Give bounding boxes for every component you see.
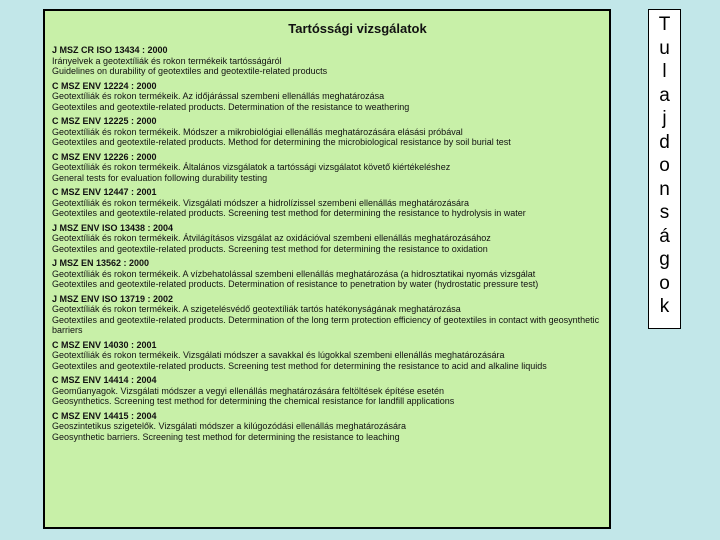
- standard-code: C MSZ ENV 12225 : 2000: [52, 116, 157, 126]
- standard-description-line: Geotextiles and geotextile-related products. Determination of the long term protection efficiency of geotextiles in contact with geosynthetic barriers: [52, 314, 600, 335]
- standard-description-line: Geotextíliák és rokon termékeik. Általános vizsgálatok a tartóssági vizsgálatot követő kiértékeléshez: [52, 162, 451, 172]
- standards-list: [52, 45, 603, 442]
- standards-panel: [43, 9, 611, 529]
- standard-description-line: Geotextíliák és rokon termékeik. Vizsgálati módszer a savakkal és lúgokkal szembeni ellenállás meghatározására: [52, 350, 505, 360]
- standard-description-line: Geotextiles and geotextile-related products. Screening test method for determining the resistance to acid and alkaline liquids: [52, 360, 547, 371]
- standard-description-line: Geoműanyagok. Vizsgálati módszer a vegyi ellenállás meghatározására feltöltések építése esetén: [52, 385, 445, 396]
- standard-entry: [52, 258, 603, 290]
- side-label-char: a: [659, 84, 670, 106]
- standard-description-line: Geotextíliák és rokon termékeik. Az időjárással szembeni ellenállás meghatározása: [52, 91, 385, 101]
- standard-code: C MSZ ENV 14414 : 2004: [52, 375, 157, 385]
- standard-description-line: Geotextiles and geotextile-related products. Determination of resistance to penetration by water (hydrostatic pressure test): [52, 279, 539, 289]
- side-label-char: d: [659, 131, 670, 153]
- standard-entry: [52, 187, 603, 219]
- side-label-char: o: [659, 155, 670, 176]
- side-label-char: n: [659, 178, 670, 200]
- side-label-char: T: [658, 14, 671, 35]
- side-label-char: k: [659, 296, 670, 317]
- side-label-char: o: [659, 272, 670, 294]
- standard-entry: [52, 81, 603, 113]
- standard-description-line: Guidelines on durability of geotextiles and geotextile-related products: [52, 66, 328, 76]
- standard-entry: [52, 375, 603, 407]
- side-label-char: á: [659, 225, 670, 247]
- standard-entry: [52, 45, 603, 77]
- standard-entry: [52, 116, 603, 148]
- side-label-char: g: [659, 249, 670, 270]
- standard-description-line: Geotextíliák és rokon termékeik. Módszer a mikrobiológiai ellenállás meghatározására elásási próbával: [52, 126, 463, 137]
- standard-code: J MSZ ENV ISO 13719 : 2002: [52, 293, 174, 304]
- standard-entry: [52, 411, 603, 443]
- standard-description-line: Geotextiles and geotextile-related products. Screening test method for determining the resistance to oxidation: [52, 243, 488, 254]
- standard-code: C MSZ ENV 12447 : 2001: [52, 187, 157, 197]
- standard-code: C MSZ ENV 14415 : 2004: [52, 410, 157, 421]
- standard-description-line: Geotextíliák és rokon termékeik. A szigetelésvédő geotextíliák tartós hatékonyságának meghatározása: [52, 304, 461, 314]
- standard-entry: [52, 340, 603, 372]
- standard-code: C MSZ ENV 12226 : 2000: [52, 151, 157, 162]
- standard-code: J MSZ CR ISO 13434 : 2000: [52, 45, 168, 55]
- standard-code: J MSZ ENV ISO 13438 : 2004: [52, 222, 174, 233]
- standard-description-line: General tests for evaluation following durability testing: [52, 172, 268, 183]
- standard-description-line: Geotextíliák és rokon termékeik. Vizsgálati módszer a hidrolízissel szembeni ellenállás meghatározására: [52, 197, 470, 208]
- side-label-char: s: [659, 202, 670, 223]
- standard-description-line: Geosynthetics. Screening test method for determining the chemical resistance for landfill applications: [52, 396, 455, 406]
- side-label-char: u: [659, 37, 670, 59]
- standard-description-line: Irányelvek a geotextíliák és rokon termékeik tartósságáról: [52, 55, 282, 66]
- standard-description-line: Geotextíliák és rokon termékeik. A vízbehatolással szembeni ellenállás meghatározása (a hidrosztatikai nyomás vizsgálat: [52, 268, 536, 279]
- standard-code: C MSZ ENV 14030 : 2001: [52, 339, 157, 350]
- standard-description-line: Geotextíliák és rokon termékeik. Átvilágításos vizsgálat az oxidációval szembeni ellenállás meghatározásához: [52, 233, 491, 243]
- standard-description-line: Geotextiles and geotextile-related products. Determination of the resistance to weathering: [52, 101, 410, 112]
- standard-entry: [52, 294, 603, 336]
- standard-description-line: Geosynthetic barriers. Screening test method for determining the resistance to leaching: [52, 431, 400, 442]
- standard-entry: [52, 152, 603, 184]
- standard-entry: [52, 223, 603, 255]
- standard-code: J MSZ EN 13562 : 2000: [52, 258, 150, 268]
- side-label-char: j: [662, 108, 667, 129]
- standard-code: C MSZ ENV 12224 : 2000: [52, 80, 157, 91]
- standard-description-line: Geoszintetikus szigetelők. Vizsgálati módszer a kilúgozódási ellenállás meghatározására: [52, 421, 407, 431]
- standard-description-line: Geotextiles and geotextile-related products. Screening test method for determining the resistance to hydrolysis in water: [52, 208, 526, 218]
- standard-description-line: Geotextiles and geotextile-related products. Method for determining the microbiological resistance by soil burial test: [52, 137, 511, 147]
- panel-title: Tartóssági vizsgálatok: [288, 21, 427, 36]
- side-label-box: [648, 9, 681, 329]
- side-label-char: l: [662, 61, 667, 82]
